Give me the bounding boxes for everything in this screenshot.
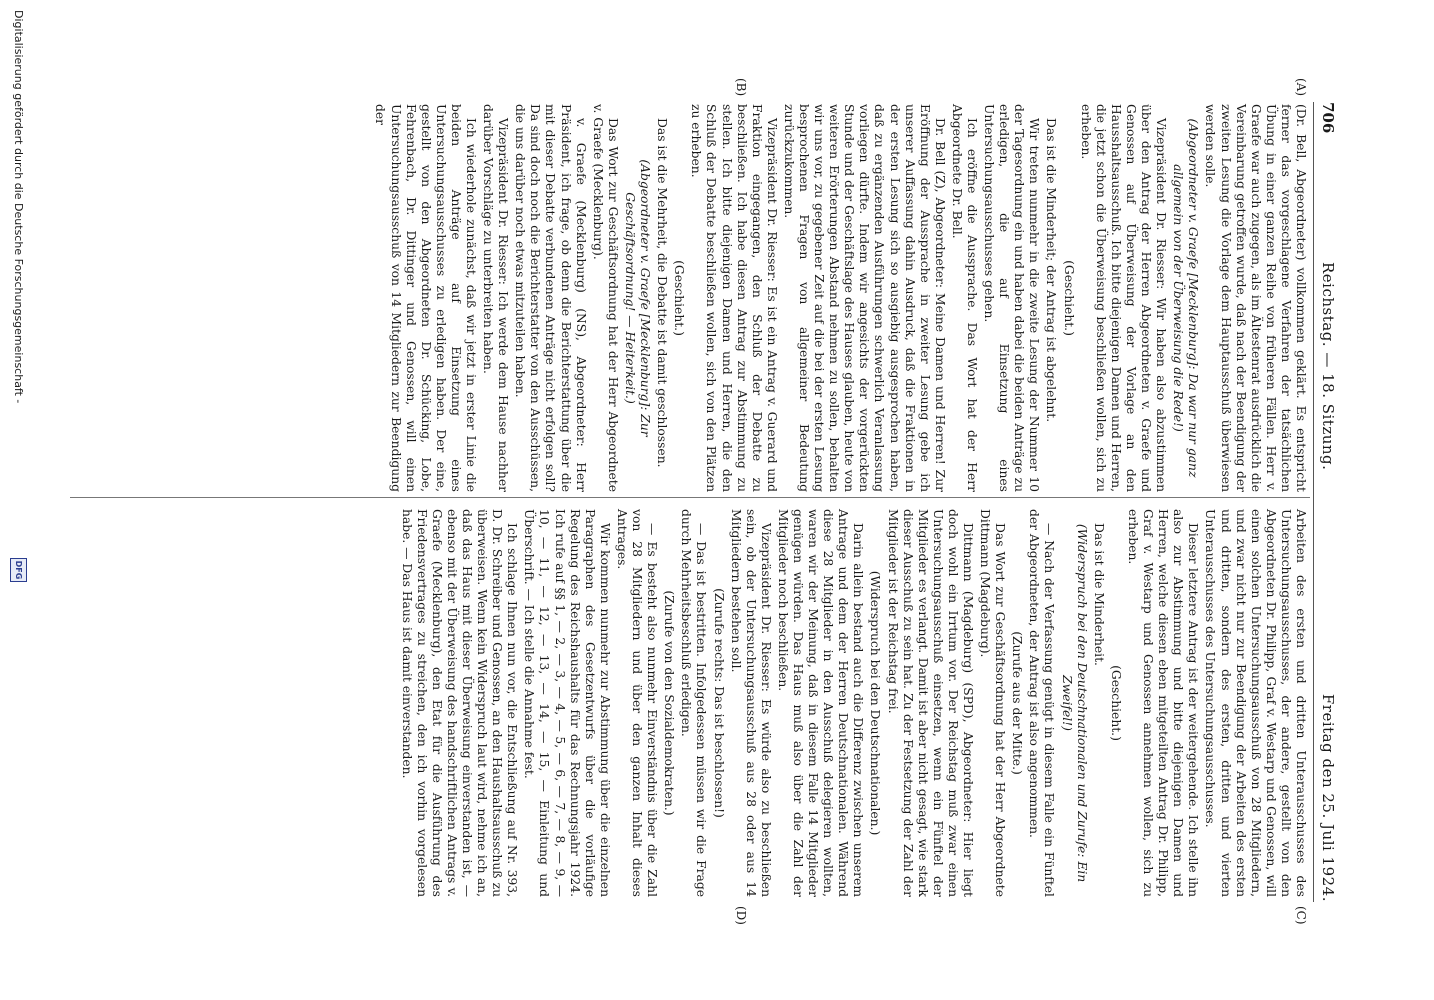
paragraph: — Es besteht also nunmehr Einverständnis über die Zahl von 28 Mitgliedern und über den ganzen Inhalt dieses Antrages. <box>614 509 660 897</box>
paragraph: Dittmann (Magdeburg) (SPD), Abgeordneter: Hier liegt doch wohl ein Irrtum vor. Der Reichstag muß zwar einen Untersuchungsausschuß einsetzen, wenn ein Fünftel der Mitglieder es verlangt. Damit ist aber nicht gesagt, wie stark dieser Ausschuß zu sein hat. Zu der Festsetzung der Zahl der Mitglieder ist der Reichstag frei. <box>885 509 976 897</box>
paragraph: Dieser letztere Antrag ist der weitergehende. Ich stelle ihn also zur Abstimmung und bitte diejenigen Damen und Herren, welche diesen eben mitgeteilten Antrag Dr. Philipp, Graf v. Westarp und Genossen annehmen wollen, sich zu erheben. <box>1125 509 1201 897</box>
paragraph: — Das ist bestritten. Infolgedessen müssen wir die Frage durch Mehrheitsbeschluß erledigen. <box>679 509 709 897</box>
stage-direction: (Zurufe rechts: Das ist beschlossen!) <box>711 588 726 818</box>
paragraph: Ich schlage Ihnen nun vor, die Entschließung auf Nr. 393, D. Dr. Schreiber und Genossen, an den Haushaltsausschuß zu überweisen. Wenn kein Widerspruch laut wird, nehme ich an, daß das Haus mit dieser Überweisung einverstanden ist, — ebenso mit der Überweisung des handschriftlichen Antrags v. Graefe (Mecklenburg), den Etat für die Ausführung des Friedensvertrages zu streichen, den ich vorhin vorgelesen habe. — Das Haus ist damit einverstanden. <box>399 509 520 897</box>
stage-direction: (Geschieht.) <box>672 260 687 336</box>
footer-credit-text: Digitalisierung gefördert durch die Deutsche Forschungsgemeinschaft - <box>12 10 25 404</box>
margin-letter-c: (C) <box>1294 906 1308 925</box>
stage-direction: (Zurufe von den Sozialdemokraten.) <box>662 590 677 816</box>
paragraph: Vizepräsident Dr. Riesser: Es würde also zu beschließen sein, ob der Untersuchungsausschuß aus 28 oder aus 14 Mitgliedern bestehen soll. <box>728 509 773 897</box>
header-title-right: Freitag den 25. Juli 1924. <box>1319 693 1337 902</box>
dfg-logo: DFG <box>10 558 27 582</box>
page-header <box>1311 102 1337 902</box>
header-title-left: Reichstag. — 18. Sitzung. <box>1319 262 1337 471</box>
interjection: (Abgeordneter v. Graefe [Mecklenburg]: Da war nur ganz allgemein von der Überweisung die Rede!) <box>1171 118 1201 478</box>
stage-direction: (Geschieht.) <box>1108 665 1123 741</box>
page-number: 706 <box>1319 102 1337 134</box>
header-rule <box>1313 102 1314 902</box>
margin-letter-a: (A) <box>1294 78 1308 97</box>
paragraph: v. Graefe (Mecklenburg) (NS), Abgeordneter: Herr Präsident, ich frage, ob denn die Berichterstattung über die mit dieser Debatte verbundenen Anträge nicht erfolgen soll? Da sind doch noch die Berichterstatter von den Ausschüssen, die uns darüber noch etwas mitzuteilen haben. <box>513 104 588 492</box>
paragraph: Ich eröffne die Aussprache. Das Wort hat der Herr Abgeordnete Dr. Bell. <box>949 104 980 492</box>
digitization-footer <box>6 10 28 990</box>
paragraph: Darin allein bestand auch die Differenz zwischen unserem Antrage und dem der Herren Deutschnationalen. Während diese 28 Mitglieder in den Ausschuß delegieren wollten, waren wir der Meinung, daß in diesem Falle 14 Mitglieder genügen würden. Das Haus muß also über die Zahl der Mitglieder noch beschließen. <box>775 509 866 897</box>
paragraph: Das ist die Mehrheit, die Debatte ist damit geschlossen. <box>655 118 670 468</box>
paragraph: — Nach der Verfassung genügt in diesem Falle ein Fünftel der Abgeordneten, der Antrag ist also angenommen. <box>1027 509 1057 897</box>
paragraph: Vizepräsident Dr. Riesser: Wir haben also abzustimmen über den Antrag der Herren Abgeordneten v. Graefe und Genossen auf Überweisung der Vorlage an den Hausshaltsausschuß. Ich bitte diejenigen Damen und Herren, die jetzt schon die Überweisung beschließen wollen, sich zu erheben. <box>1078 104 1169 492</box>
paragraph: Arbeiten des ersten und dritten Unterausschusses des Untersuchungsausschusses, der andere, gestellt von den Abgeordneten Dr. Philipp, Graf v. Westarp und Genossen, will einen solchen Untersuchungsausschuß von 28 Mitgliedern, und zwar nicht nur zur Beendigung der Arbeiten des ersten und dritten, sondern des ersten, dritten und vierten Unterausschusses des Untersuchungsausschusses. <box>1203 509 1308 897</box>
paragraph: Dr. Bell (Z), Abgeordneter: Meine Damen und Herren! Zur Eröffnung der Aussprache in zweiter Lesung gebe ich unserer Auffassung dahin Ausdruck, daß die Fraktionen in der ersten Lesung sich so ausgiebig ausgesprochen haben, daß zu ergänzenden Ausführungen schwerlich Veranlassung vorliegen dürfte. Indem wir angesichts der vorgerückten Stunde und der Geschäftslage des Hauses glauben, heute von weiteren Erörterungen Abstand nehmen zu sollen, behalten wir uns vor, zu gegebener Zeit auf die bei der ersten Lesung besprochenen Fragen von allgemeiner Bedeutung zurückzukommen. <box>781 104 947 492</box>
stage-direction: (Geschieht.) <box>1061 260 1076 336</box>
stage-direction: (Widerspruch bei den Deutschnationalen.) <box>868 570 883 836</box>
margin-letter-b: (B) <box>734 78 748 97</box>
paragraph: Ich wiederhole zunächst, daß wir jetzt in erster Linie die beiden Anträge auf Einsetzung eines Untersuchungsausschusses zu erledigen haben. Der eine, gestellt von den Abgeordneten Dr. Schücking, Lobe, Fehrenbach, Dr. Dittinger und Genossen, will einen Untersuchungsausschuß von 14 Mitgliedern zur Beendigung der <box>373 104 479 492</box>
column-divider <box>70 497 1310 498</box>
paragraph: Vizepräsident Dr. Riesser: Es ist ein Antrag v. Guerard und Fraktion eingegangen, den Schluß der Debatte zu beschließen. Ich habe diesen Antrag zur Abstimmung zu stellen. Ich bitte diejenigen Damen und Herren, die den Schluß der Debatte beschließen wollen, sich von den Plätzen zu erheben. <box>689 104 779 492</box>
paragraph: Wir kommen nunmehr zur Abstimmung über die einzelnen Paragraphen des Gesetzentwurfs über die vorläufige Regelung des Reichshaushalts für das Rechnungsjahr 1924. Ich rufe auf §§ 1, — 2, — 3, — 4, — 5, — 6, — 7, — 8, — 9, — 10, — 11, — 12, — 13, — 14, — 15, — Einleitung und Überschrift. — Ich stelle die Annahme fest. <box>522 509 612 897</box>
interjection: (Abgeordneter v. Graefe [Mecklenburg]: Zur Geschäftsordnung! — Heiterkeit.) <box>622 159 653 437</box>
right-column <box>397 509 1308 897</box>
stage-direction: (Zurufe aus der Mitte.) <box>1010 631 1025 775</box>
left-column <box>370 104 1308 492</box>
paragraph: Wir treten nunmehr in die zweite Lesung der Nummer 10 der Tagesordnung ein und haben dabei die beiden Anträge zu erledigen, die auf Einsetzung eines Untersuchungsausschusses gehen. <box>982 104 1042 492</box>
paragraph: Vizepräsident Dr. Riesser: Ich werde dem Hause nachher darüber Vorschläge zu unterbreiten haben. <box>481 104 511 492</box>
paragraph: Das ist die Minderheit; der Antrag ist abgelehnt. <box>1044 118 1059 423</box>
paragraph: Das Wort zur Geschäftsordnung hat der Herr Abgeordnete Dittmann (Magdeburg). <box>978 509 1008 897</box>
paragraph: (Dr. Bell, Abgeordneter) vollkommen geklärt. Es entspricht ferner das vorgeschlagene Verfahren der tatsächlichen Übung in einer ganzen Reihe von früheren Fällen. Herr v. Graefe war auch zugegen, als im Ältestenrat ausdrücklich die Vereinbarung getroffen wurde, daß nach der Beendigung der zweiten Lesung die Vorlage dem Hauptausschuß überwiesen werden solle. <box>1203 104 1308 492</box>
paragraph: Das Wort zur Geschäftsordnung hat der Herr Abgeordnete v. Graefe (Mecklenburg). <box>590 104 620 492</box>
interjection: (Widerspruch bei den Deutschnationalen und Zurufe: Ein Zweifel!) <box>1059 523 1089 883</box>
margin-letter-d: (D) <box>734 906 748 925</box>
paragraph: Das ist die Minderheit. <box>1091 523 1106 666</box>
